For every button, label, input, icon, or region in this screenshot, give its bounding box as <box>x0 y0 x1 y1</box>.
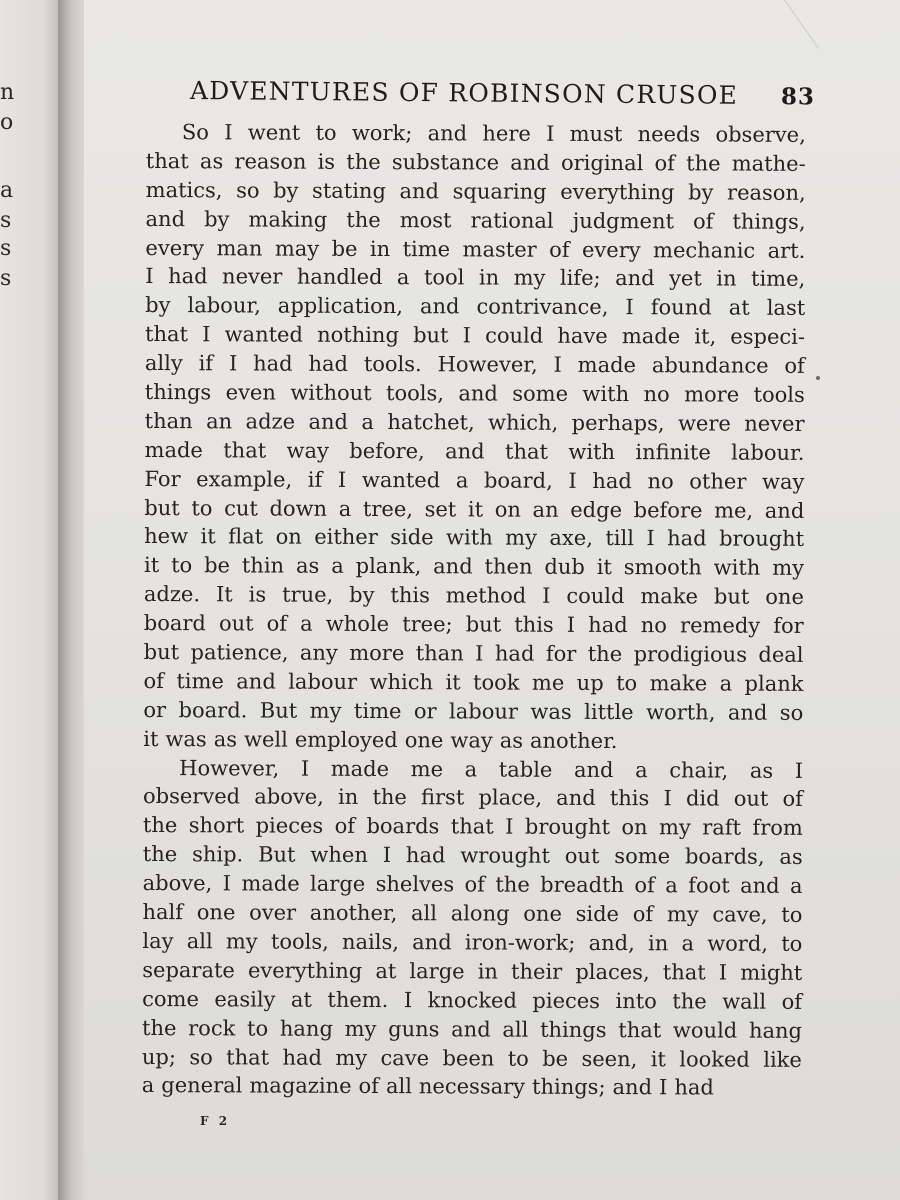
left-page-fragment: s <box>0 208 12 233</box>
text-line: board out of a whole tree; but this I had no remedy for <box>143 611 804 639</box>
page-number: 83 <box>780 83 816 111</box>
text-line: and by making the most rational judgment of things, <box>145 206 806 234</box>
left-page-fragment: s <box>0 266 12 291</box>
text-line: However, I made me a table and a chair, as I <box>179 755 804 783</box>
text-line: or board. But my time or labour was little worth, and so <box>143 697 804 725</box>
text-line: a general magazine of all necessary things; and I had <box>141 1073 714 1100</box>
text-line: but patience, any more than I had for the prodigious deal <box>143 640 804 667</box>
text-line: things even without tools, and some with no more tools <box>144 380 805 407</box>
text-line: above, I made large shelves of the breadth of a foot and a <box>142 871 803 899</box>
text-line: adze. It is true, by this method I could make but one <box>143 582 804 610</box>
text-line: So I went to work; and here I must needs observe, <box>181 120 806 147</box>
text-line: it was as well employed one way as another. <box>143 726 618 753</box>
text-line: by labour, application, and contrivance, I found at last <box>145 293 806 321</box>
text-line: made that way before, and that with infinite labour. <box>144 437 805 465</box>
text-line: the short pieces of boards that I brought on my raft from <box>142 813 803 841</box>
text-line: that I wanted nothing but I could have made it, especi- <box>145 322 806 350</box>
text-line: but to cut down a tree, set it on an edge before me, and <box>144 495 805 523</box>
text-line: up; so that had my cave been to be seen, it looked like <box>141 1044 802 1072</box>
text-line: that as reason is the substance and original of the mathe- <box>145 148 806 176</box>
text-line: than an adze and a hatchet, which, perhaps, were never <box>144 408 805 436</box>
text-line: ally if I had had tools. However, I made abundance of <box>144 351 805 379</box>
text-line: hew it flat on either side with my axe, till I had brought <box>144 524 805 552</box>
text-line: observed above, in the first place, and this I did out of <box>142 784 804 812</box>
paper-speck <box>816 376 820 380</box>
text-line: the rock to hang my guns and all things that would hang <box>141 1015 803 1043</box>
text-line: matics, so by stating and squaring everything by reason, <box>145 177 806 205</box>
page-body <box>142 120 806 1105</box>
running-header <box>190 76 815 110</box>
text-line: separate everything at large in their places, that I might <box>142 957 803 985</box>
left-page-fragment: o <box>0 110 14 135</box>
text-line: For example, if I wanted a board, I had no other way <box>144 466 805 494</box>
page-crease <box>784 0 852 49</box>
text-line: I had never handled a tool in my life; and yet in time, <box>145 264 806 292</box>
text-line: lay all my tools, nails, and iron-work; and, in a word, to <box>142 928 803 956</box>
left-facing-page <box>0 0 62 1200</box>
text-line: it to be thin as a plank, and then dub it smooth with my <box>144 553 805 581</box>
text-line: the ship. But when I had wrought out some boards, as <box>142 842 803 870</box>
left-page-fragment: s <box>0 236 12 261</box>
text-line: come easily at them. I knocked pieces into the wall of <box>142 986 803 1014</box>
signature-mark: F 2 <box>200 1114 231 1128</box>
left-page-fragment: n <box>0 80 15 105</box>
text-line: every man may be in time master of every mechanic art. <box>145 235 806 263</box>
running-title: ADVENTURES OF ROBINSON CRUSOE <box>189 76 739 110</box>
text-line: half one over another, all along one side of my cave, to <box>142 900 803 927</box>
left-page-fragment: a <box>0 178 14 203</box>
text-line: of time and labour which it took me up to make a plank <box>143 668 804 696</box>
